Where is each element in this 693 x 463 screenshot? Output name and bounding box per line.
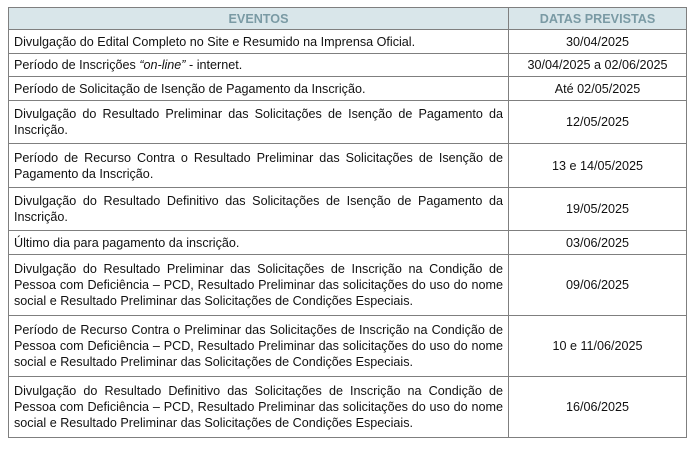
date-cell: 30/04/2025 (509, 30, 687, 54)
event-text: - internet. (185, 58, 243, 72)
event-cell: Divulgação do Resultado Definitivo das Solicitações de Inscrição na Condição de Pessoa com Deficiência – PCD, Resultado Preliminar das solicitações do uso do nome social e Resultado Preliminar das Solicitações de Condições Especiais. (9, 377, 509, 438)
event-cell: Divulgação do Resultado Definitivo das Solicitações de Isenção de Pagamento da Inscrição. (9, 188, 509, 231)
date-cell: Até 02/05/2025 (509, 77, 687, 101)
event-cell (9, 54, 509, 77)
date-cell: 12/05/2025 (509, 101, 687, 144)
date-cell: 03/06/2025 (509, 231, 687, 255)
table-header-row (9, 8, 687, 30)
date-cell: 13 e 14/05/2025 (509, 144, 687, 188)
date-cell: 09/06/2025 (509, 255, 687, 316)
table-row (9, 255, 687, 316)
date-cell: 10 e 11/06/2025 (509, 316, 687, 377)
event-cell: Período de Recurso Contra o Preliminar das Solicitações de Inscrição na Condição de Pessoa com Deficiência – PCD, Resultado Preliminar das solicitações do uso do nome social e Resultado Preliminar das Solicitações de Condições Especiais. (9, 316, 509, 377)
table-row (9, 77, 687, 101)
table-row (9, 54, 687, 77)
table-row (9, 231, 687, 255)
event-text: Período de Inscrições (14, 58, 140, 72)
event-cell: Divulgação do Resultado Preliminar das Solicitações de Inscrição na Condição de Pessoa com Deficiência – PCD, Resultado Preliminar das solicitações do uso do nome social e Resultado Preliminar das Solicitações de Condições Especiais. (9, 255, 509, 316)
event-cell: Divulgação do Resultado Preliminar das Solicitações de Isenção de Pagamento da Inscrição. (9, 101, 509, 144)
event-cell: Período de Recurso Contra o Resultado Preliminar das Solicitações de Isenção de Pagamento da Inscrição. (9, 144, 509, 188)
event-cell: Divulgação do Edital Completo no Site e Resumido na Imprensa Oficial. (9, 30, 509, 54)
event-cell: Último dia para pagamento da inscrição. (9, 231, 509, 255)
table-row (9, 188, 687, 231)
dates-column-header: DATAS PREVISTAS (509, 8, 687, 30)
table-row (9, 30, 687, 54)
schedule-table-container (8, 7, 686, 438)
events-column-header: EVENTOS (9, 8, 509, 30)
table-row (9, 316, 687, 377)
date-cell: 30/04/2025 a 02/06/2025 (509, 54, 687, 77)
event-text-italic: “on-line” (139, 58, 186, 72)
table-row (9, 144, 687, 188)
schedule-table (8, 7, 687, 438)
event-cell: Período de Solicitação de Isenção de Pagamento da Inscrição. (9, 77, 509, 101)
table-row (9, 101, 687, 144)
table-row (9, 377, 687, 438)
date-cell: 19/05/2025 (509, 188, 687, 231)
date-cell: 16/06/2025 (509, 377, 687, 438)
